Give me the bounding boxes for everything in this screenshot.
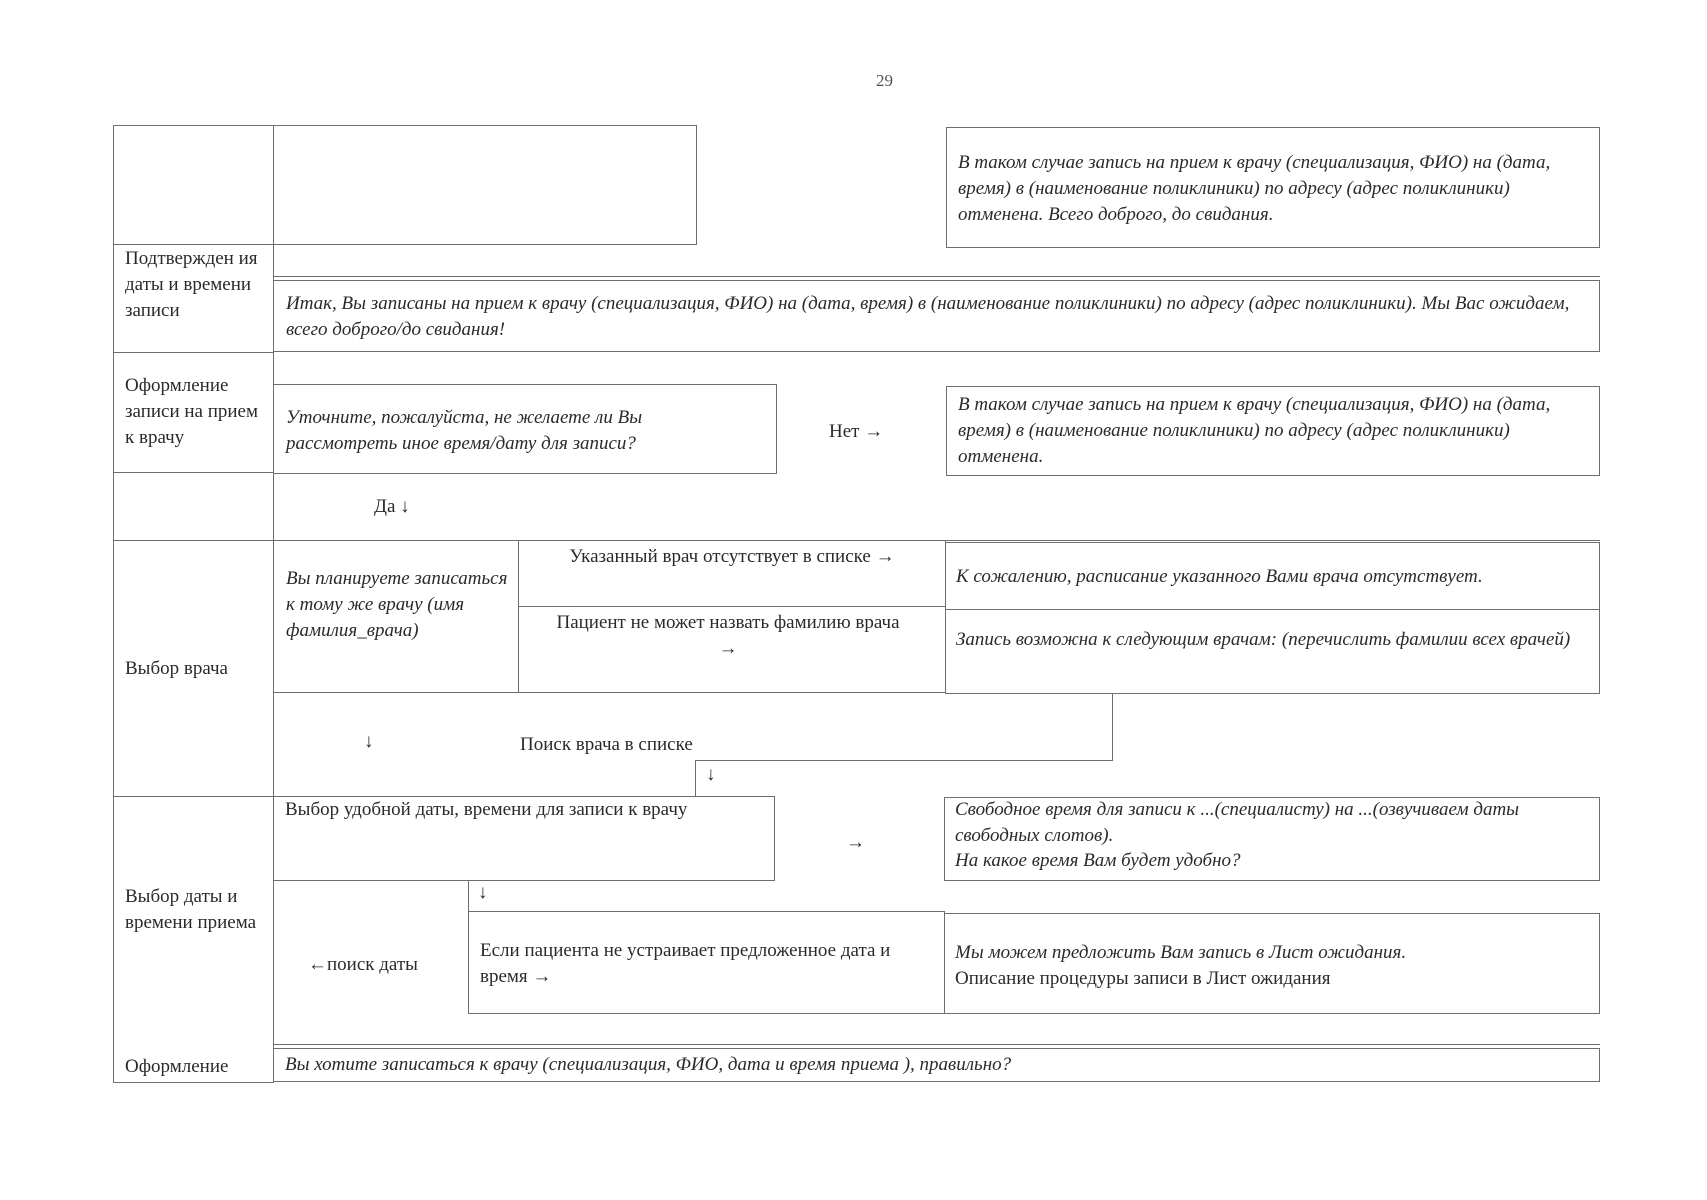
- cancel-full-text: В таком случае запись на прием к врачу (специализация, ФИО) на (дата, время) в (наименование поликлиники) по адресу (адрес поликлиники) отменена. Всего доброго, до свидания.: [958, 152, 1551, 225]
- page-number: 29: [876, 71, 893, 90]
- which-time-text: На какое время Вам будет удобно?: [955, 850, 1241, 871]
- stage-divider-3: [113, 472, 273, 473]
- not-suitable-text: Если пациента не устраивает предложенное дата и время →: [480, 940, 891, 987]
- cancel-short-text: В таком случае запись на прием к врачу (специализация, ФИО) на (дата, время) в (наименование поликлиники) по адресу (адрес поликлиники) отменена.: [958, 394, 1551, 467]
- yes-branch-label: Да ↓: [374, 496, 410, 517]
- stage-label-booking: Оформление записи на прием к врачу: [125, 375, 259, 448]
- stage-label-doctor: Выбор врача: [125, 658, 228, 679]
- schedule-missing-text: К сожалению, расписание указанного Вами врача отсутствует.: [956, 566, 1483, 587]
- doctor-missing-text: Указанный врач отсутствует в списке →: [569, 546, 895, 567]
- stage-column-top: [113, 125, 273, 126]
- stage-label-booking-short: Оформление: [125, 1056, 229, 1077]
- search-doctor-bottom: [695, 760, 1113, 761]
- arrow-down-doctor: ↓: [364, 731, 374, 752]
- search-doctor-stub: [695, 760, 696, 796]
- stage-label-date-time: Выбор даты и времени приема: [125, 886, 257, 933]
- confirm-divider: [273, 276, 1600, 277]
- bottom-row-top: [273, 1044, 1600, 1045]
- waiting-list-desc: Описание процедуры записи в Лист ожидания: [955, 968, 1331, 989]
- waiting-list-text: Мы можем предложить Вам запись в Лист ожидания.: [955, 942, 1407, 963]
- stage-column-left-border: [113, 125, 114, 1083]
- stage-label-confirm: Подтвержден ия даты и времени записи: [125, 248, 258, 321]
- search-doctor-right-border: [1112, 693, 1113, 761]
- arrow-right-free-time: →: [846, 832, 865, 853]
- confirm-question-text: Вы хотите записаться к врачу (специализация, ФИО, дата и время приема ), правильно?: [285, 1054, 1012, 1075]
- search-doctor-label: Поиск врача в списке: [520, 734, 693, 755]
- free-time-text: Свободное время для записи к ...(специалисту) на ...(озвучиваем даты свободных слотов).: [955, 799, 1520, 846]
- confirm-summary-text: Итак, Вы записаны на прием к врачу (специализация, ФИО) на (дата, время) в (наименование поликлиники) по адресу (адрес поликлиники). Мы Вас ожидаем, всего доброго/до свидания!: [286, 293, 1570, 340]
- search-date-label: ←поиск даты: [308, 954, 418, 975]
- stage-divider-4: [113, 540, 273, 541]
- no-surname-text: Пациент не может назвать фамилию врача →: [556, 612, 900, 659]
- stage-divider-5: [113, 796, 273, 797]
- stage-divider-1: [113, 244, 273, 245]
- empty-top-box: [273, 125, 697, 245]
- same-doctor-text: Вы планируете записаться к тому же врачу (имя фамилия_врача): [286, 568, 508, 641]
- arrow-down-search: ↓: [706, 764, 716, 785]
- ask-other-time-text: Уточните, пожалуйста, не желаете ли Вы рассмотреть иное время/дату для записи?: [286, 407, 643, 454]
- stage-divider-2: [113, 352, 273, 353]
- choose-date-text: Выбор удобной даты, времени для записи к врачу: [285, 799, 688, 820]
- not-suitable-connector: [468, 881, 469, 911]
- arrow-down-not-suitable: ↓: [478, 882, 488, 903]
- available-doctors-text: Запись возможна к следующим врачам: (перечислить фамилии всех врачей): [956, 629, 1571, 650]
- stage-column-bottom: [113, 1082, 273, 1083]
- no-branch-label: Нет →: [829, 421, 884, 442]
